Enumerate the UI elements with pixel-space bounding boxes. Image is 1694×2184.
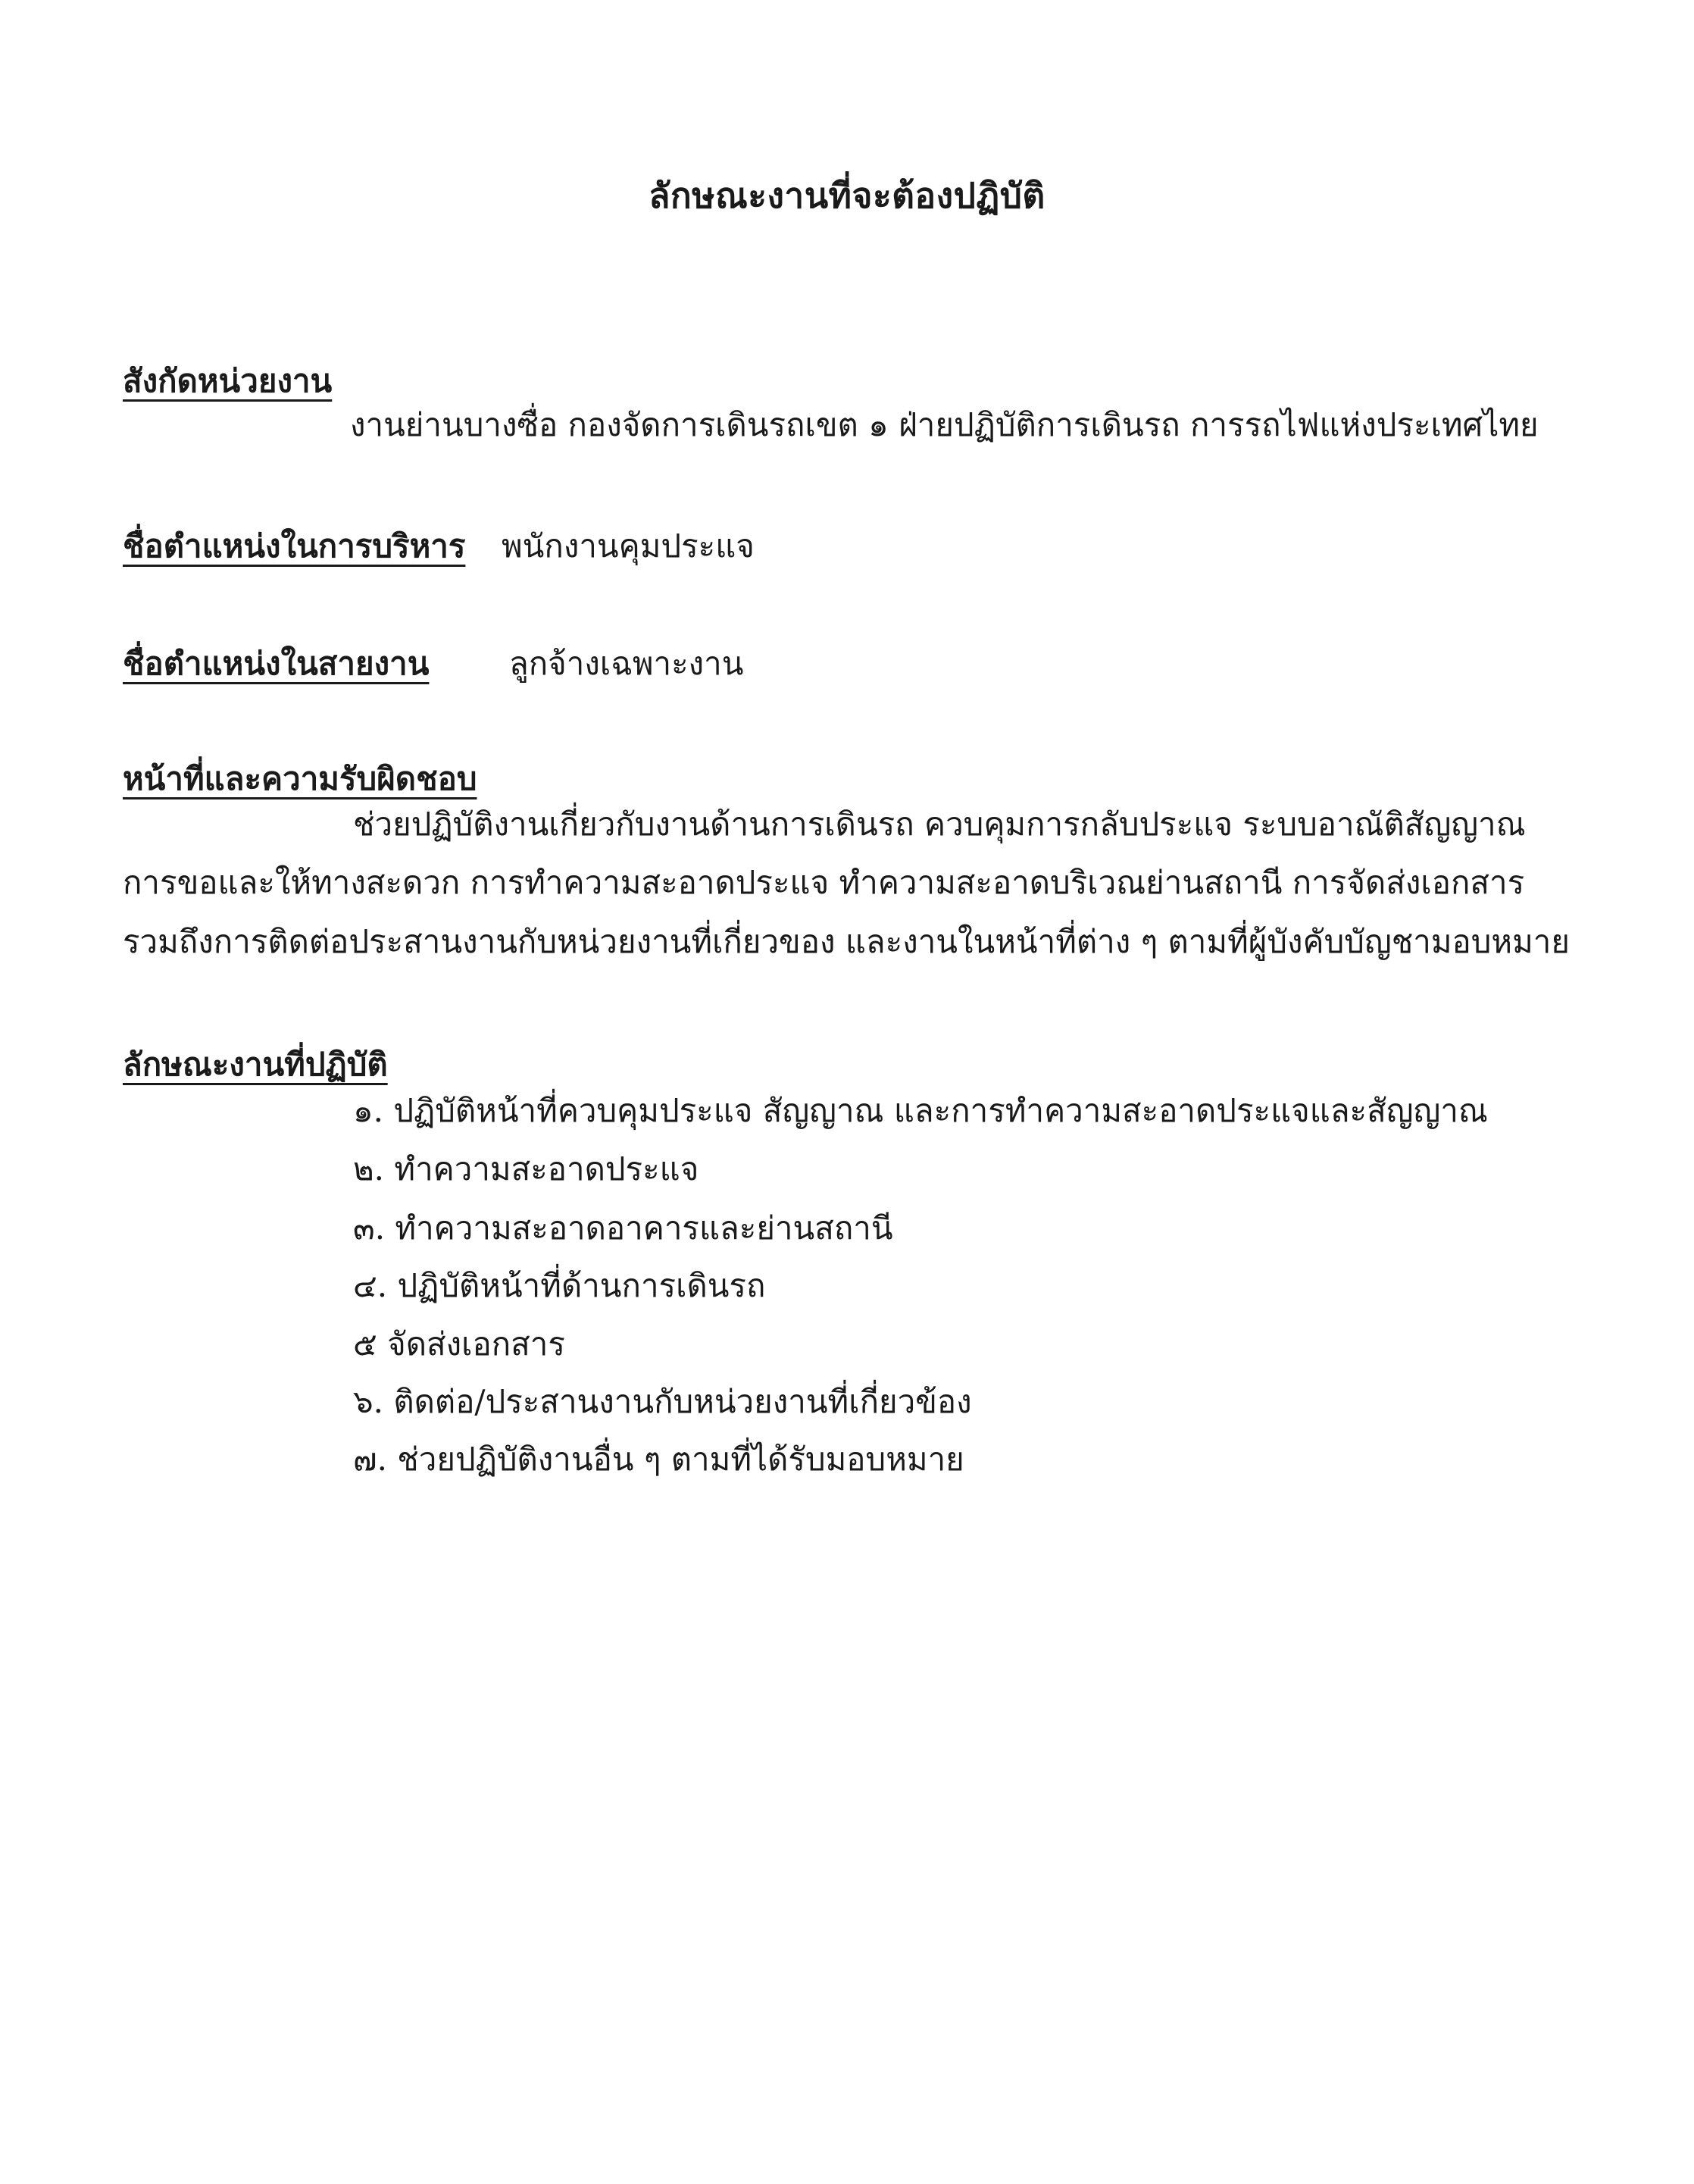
list-item: ๗. ช่วยปฏิบัติงานอื่น ๆ ตามที่ได้รับมอบหมาย — [353, 1441, 964, 1478]
duties-line: ช่วยปฏิบัติงานเกี่ยวกับงานด้านการเดินรถ ควบคุมการกลับประแจ ระบบอาณัติสัญญาณ — [353, 806, 1526, 843]
list-item: ๕ จัดส่งเอกสาร — [353, 1325, 565, 1363]
duties-line: การขอและให้ทางสะดวก การทำความสะอาดประแจ ทำความสะอาดบริเวณย่านสถานี การจัดส่งเอกสาร — [123, 864, 1525, 901]
affiliation-heading: สังกัดหน่วยงาน — [123, 362, 333, 399]
affiliation-value: งานย่านบางซื่อ กองจัดการเดินรถเขต ๑ ฝ่ายปฏิบัติการเดินรถ การรถไฟแห่งประเทศไทย — [350, 406, 1539, 443]
management-position-heading: ชื่อตำแหน่งในการบริหาร — [123, 527, 466, 565]
document-title: ลักษณะงานที่จะต้องปฏิบัติ — [649, 175, 1045, 216]
duties-heading: หน้าที่และความรับผิดชอบ — [123, 760, 477, 797]
work-characteristics-heading: ลักษณะงานที่ปฏิบัติ — [123, 1046, 388, 1083]
list-item: ๔. ปฏิบัติหน้าที่ด้านการเดินรถ — [353, 1267, 766, 1304]
list-item: ๒. ทำความสะอาดประแจ — [353, 1150, 699, 1187]
line-position-heading: ชื่อตำแหน่งในสายงาน — [123, 645, 430, 682]
list-item: ๓. ทำความสะอาดอาคารและย่านสถานี — [353, 1209, 893, 1247]
list-item: ๑. ปฏิบัติหน้าที่ควบคุมประแจ สัญญาณ และการทำความสะอาดประแจและสัญญาณ — [353, 1092, 1488, 1129]
duties-line: รวมถึงการติดต่อประสานงานกับหน่วยงานที่เกี่ยวของ และงานในหน้าที่ต่าง ๆ ตามที่ผู้บังคับบัญชามอบหมาย — [123, 923, 1570, 960]
list-item: ๖. ติดต่อ/ประสานงานกับหน่วยงานที่เกี่ยวข้อง — [353, 1383, 972, 1420]
line-position-value: ลูกจ้างเฉพาะงาน — [509, 645, 744, 682]
management-position-value: พนักงานคุมประแจ — [502, 527, 755, 565]
